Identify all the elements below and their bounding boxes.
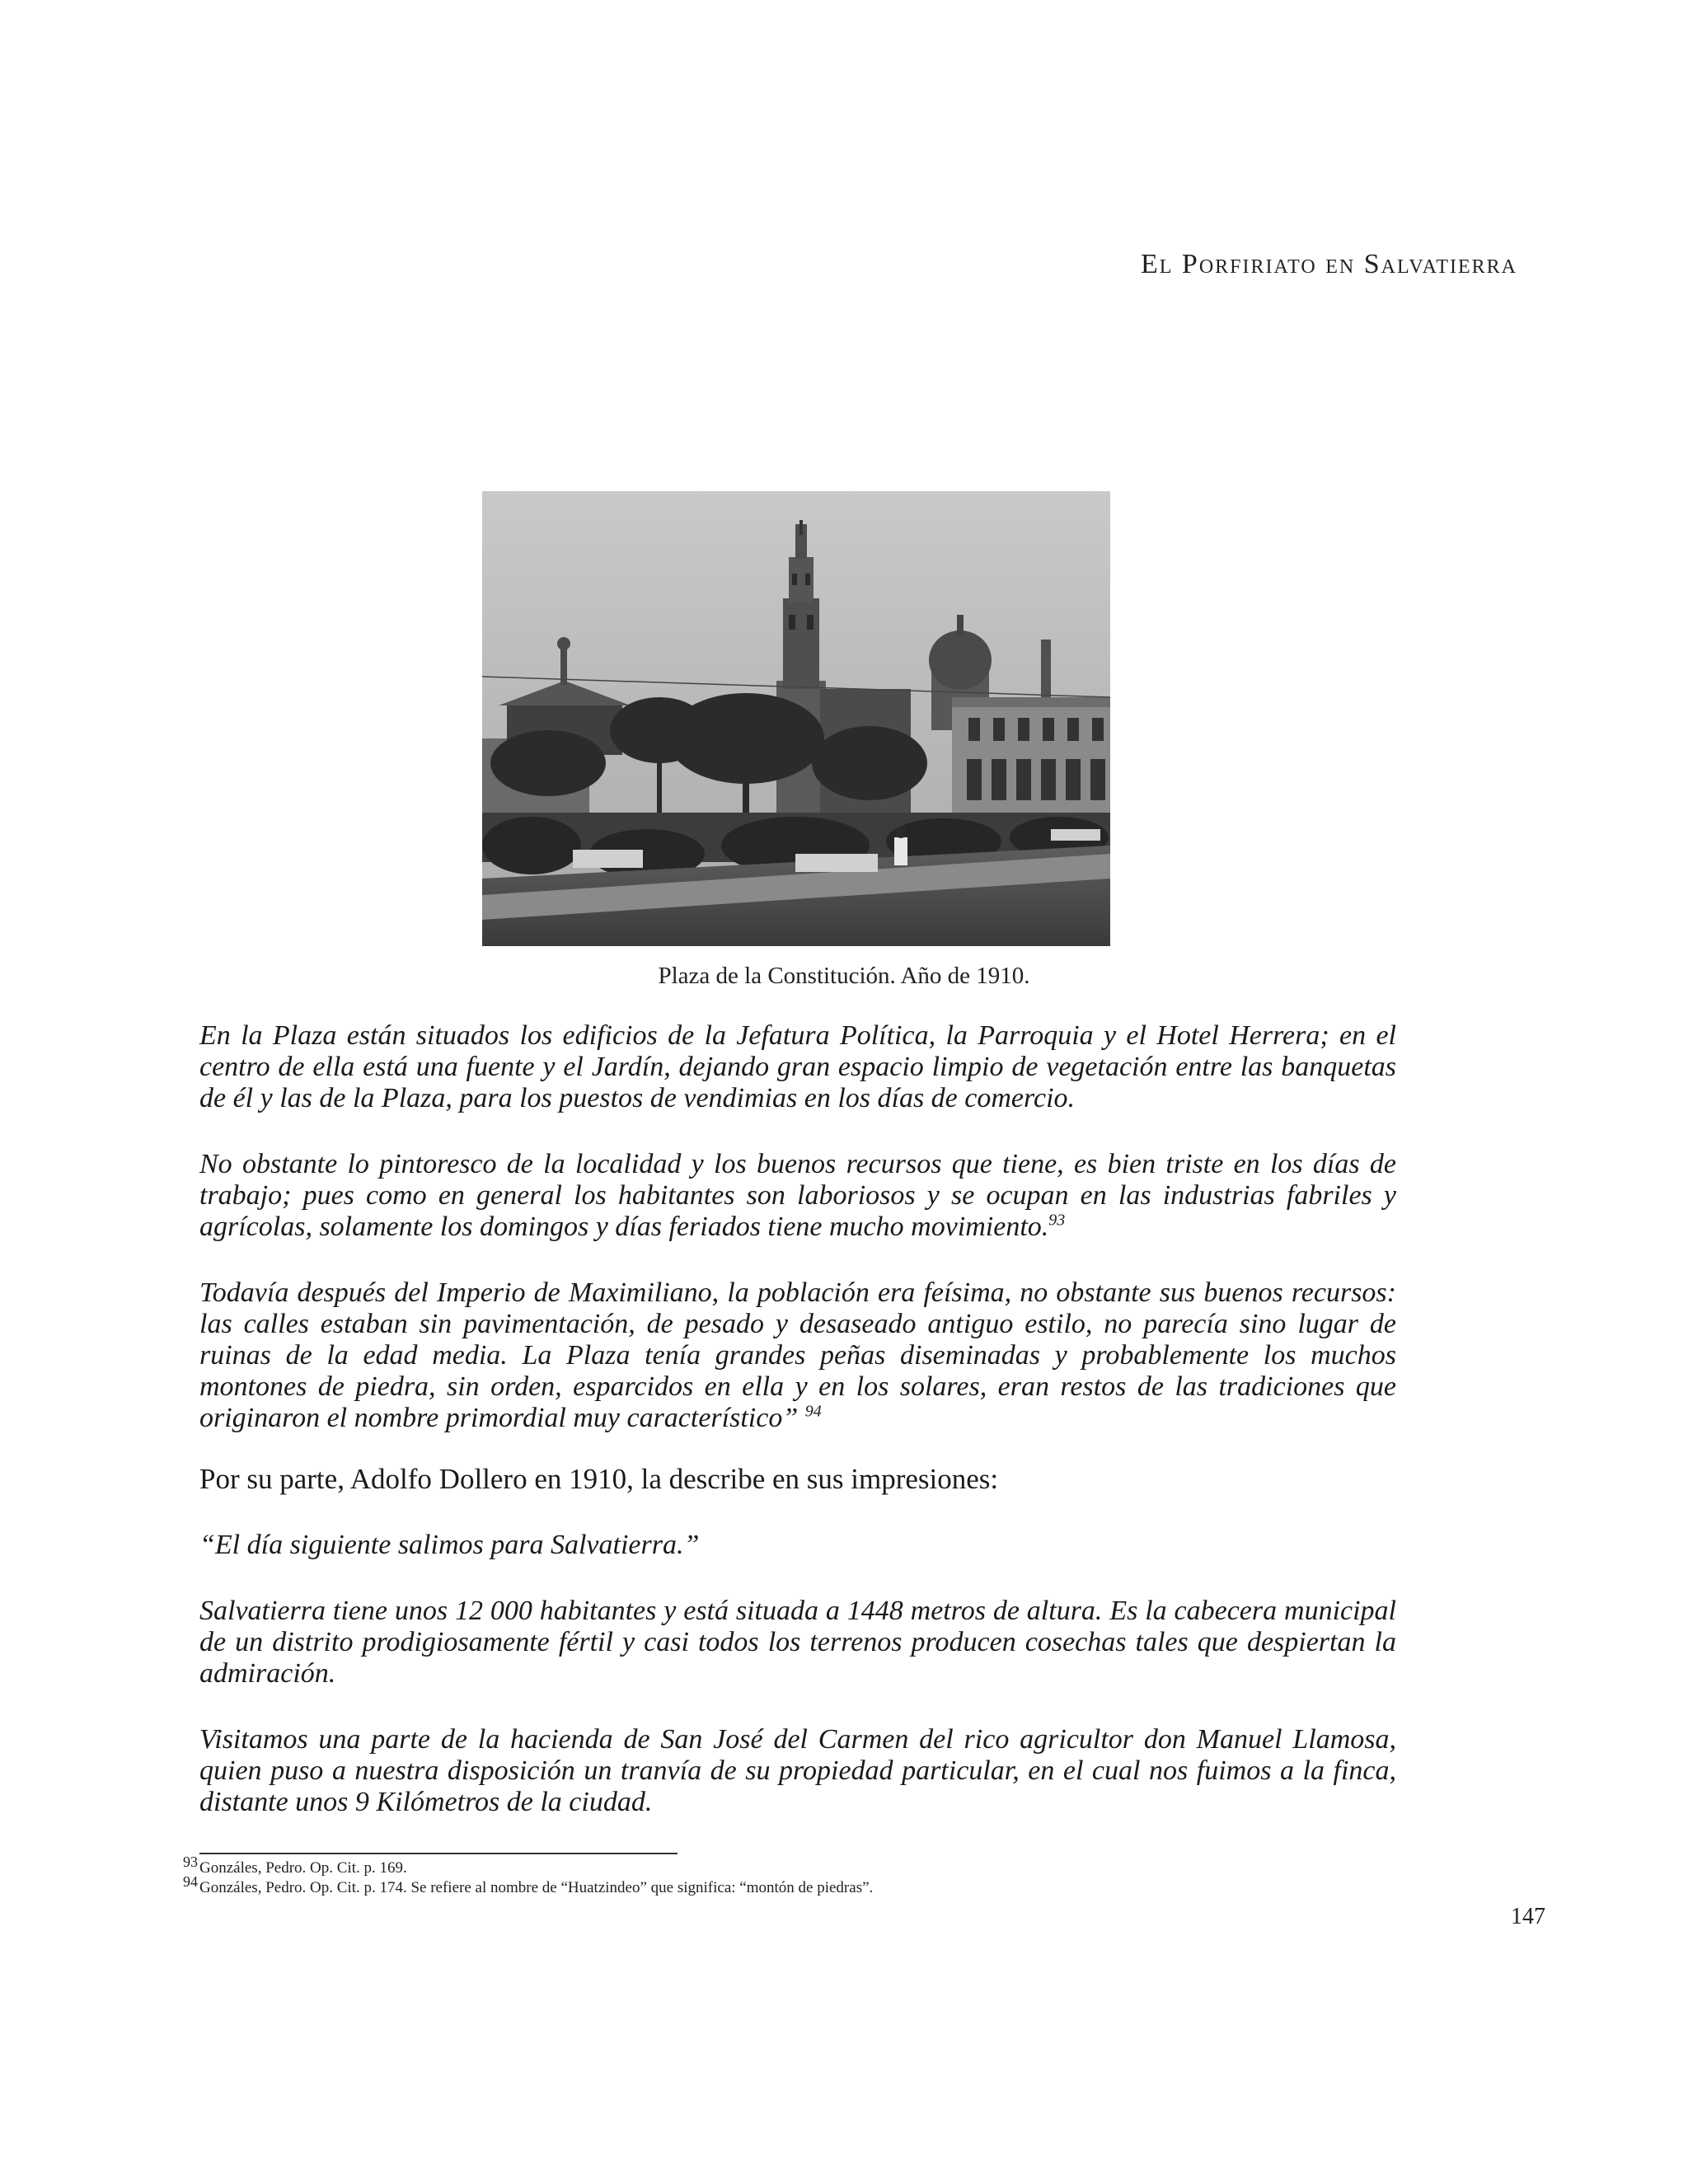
- footnote-94: [183, 1872, 1337, 1898]
- footnote-number: 93: [183, 1853, 198, 1870]
- footnote-number: 94: [183, 1872, 198, 1890]
- page-number: 147: [1511, 1904, 1545, 1929]
- paragraph-plaza-text: En la Plaza están situados los edificios de la Jefatura Política, la Parroquia y el Hotel Herrera; en el centro de ella está una fuente y el Jardín, dejando gran espacio limpio de vegetación entre las banquetas de él y las de la Plaza, para los puestos de vendimias en los días de comercio.: [199, 1020, 1396, 1113]
- body-text: [199, 1020, 1396, 1853]
- quote-salvatierra: “El día siguiente salimos para Salvatierra.”: [199, 1530, 700, 1560]
- paragraph-pintoresco-text: No obstante lo pintoresco de la localidad y los buenos recursos que tiene, es bien triste en los días de trabajo; pues como en general los habitantes son laboriosos y se ocupan en las industrias fabriles y agrícolas, solamente los domingos y días feriados tiene mucho movimiento.: [199, 1149, 1396, 1242]
- footnote-ref-93[interactable]: 93: [1048, 1211, 1066, 1230]
- footnote-text: Gonzáles, Pedro. Op. Cit. p. 169.: [199, 1859, 407, 1877]
- paragraph-pintoresco: [199, 1149, 1396, 1243]
- running-head: El Porfiriato en Salvatierra: [1140, 249, 1517, 279]
- footnote-text: Gonzáles, Pedro. Op. Cit. p. 174. Se refiere al nombre de “Huatzindeo” que significa: “montón de piedras”.: [199, 1879, 874, 1896]
- paragraph-hacienda: Visitamos una parte de la hacienda de San José del Carmen del rico agricultor don Manuel Llamosa, quien puso a nuestra disposición un tranvía de su propiedad particular, en el cual nos fuimos a la finca, distante unos 9 Kilómetros de la ciudad.: [199, 1724, 1396, 1817]
- footnote-divider: [199, 1853, 678, 1854]
- figure-caption: Plaza de la Constitución. Año de 1910.: [658, 963, 1030, 989]
- footnote-ref-94[interactable]: 94: [804, 1402, 822, 1421]
- footnotes: [183, 1853, 1337, 1898]
- footnote-93: [183, 1853, 1337, 1878]
- paragraph-maximiliano-text: Todavía después del Imperio de Maximiliano, la población era feísima, no obstante sus buenos recursos: las calles estaban sin pavimentación, de pesado y desaseado antiguo estilo, no parecía sino lugar de ruinas de la edad media. La Plaza tenía grandes peñas diseminadas y probablemente los muchos montones de piedra, sin orden, esparcidos en ella y en los solares, eran restos de las tradiciones que originaron el nombre primordial muy característico”: [199, 1277, 1396, 1433]
- paragraph-plaza: [199, 1020, 1396, 1114]
- paragraph-maximiliano: [199, 1277, 1396, 1434]
- paragraph-dollero: Por su parte, Adolfo Dollero en 1910, la describe en sus impresiones:: [199, 1463, 999, 1495]
- paragraph-habitantes: Salvatierra tiene unos 12 000 habitantes y está situada a 1448 metros de altura. Es la cabecera municipal de un distrito prodigiosamente fértil y casi todos los terrenos producen cosechas tales que despiertan la admiración.: [199, 1596, 1396, 1689]
- plaza-photograph: [482, 491, 1110, 946]
